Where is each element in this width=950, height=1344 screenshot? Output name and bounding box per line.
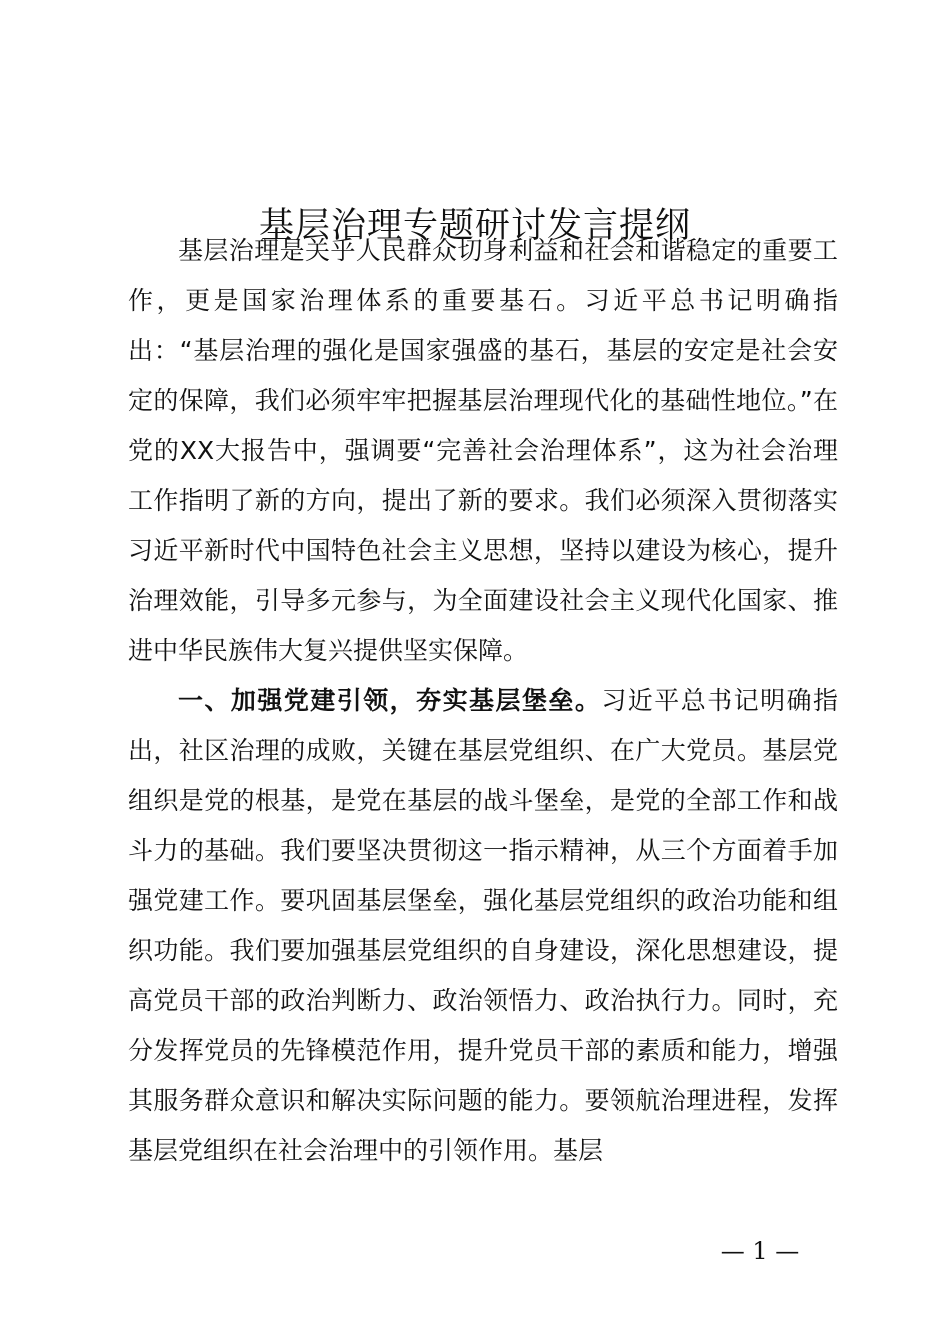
section-1-heading: 一、加强党建引领，夯实基层堡垒。 [178,686,602,715]
document-body [128,226,838,1176]
section-1-text: 习近平总书记明确指出，社区治理的成败，关键在基层党组织、在广大党员。基层党组织是党的根基，是党在基层的战斗堡垒，是党的全部工作和战斗力的基础。我们要坚决贯彻这一指示精神，从三个方面着手加强党建工作。要巩固基层堡垒，强化基层党组织的政治功能和组织功能。我们要加强基层党组织的自身建设，深化思想建设，提高党员干部的政治判断力、政治领悟力、政治执行力。同时，充分发挥党员的先锋模范作用，提升党员干部的素质和能力，增强其服务群众意识和解决实际问题的能力。要领航治理进程，发挥基层党组织在社会治理中的引领作用。基层 [128,686,838,1165]
page-number: — 1 — [720,1237,800,1265]
intro-paragraph: 基层治理是关乎人民群众切身利益和社会和谐稳定的重要工作，更是国家治理体系的重要基石。习近平总书记明确指出：“基层治理的强化是国家强盛的基石，基层的安定是社会安定的保障，我们必须牢牢把握基层治理现代化的基础性地位。”在党的XX大报告中，强调要“完善社会治理体系”，这为社会治理工作指明了新的方向，提出了新的要求。我们必须深入贯彻落实习近平新时代中国特色社会主义思想，坚持以建设为核心，提升治理效能，引导多元参与，为全面建设社会主义现代化国家、推进中华民族伟大复兴提供坚实保障。 [128,236,838,665]
document-title: 基层治理专题研讨发言提纲 [258,206,691,247]
section-1-paragraph [128,676,838,1176]
